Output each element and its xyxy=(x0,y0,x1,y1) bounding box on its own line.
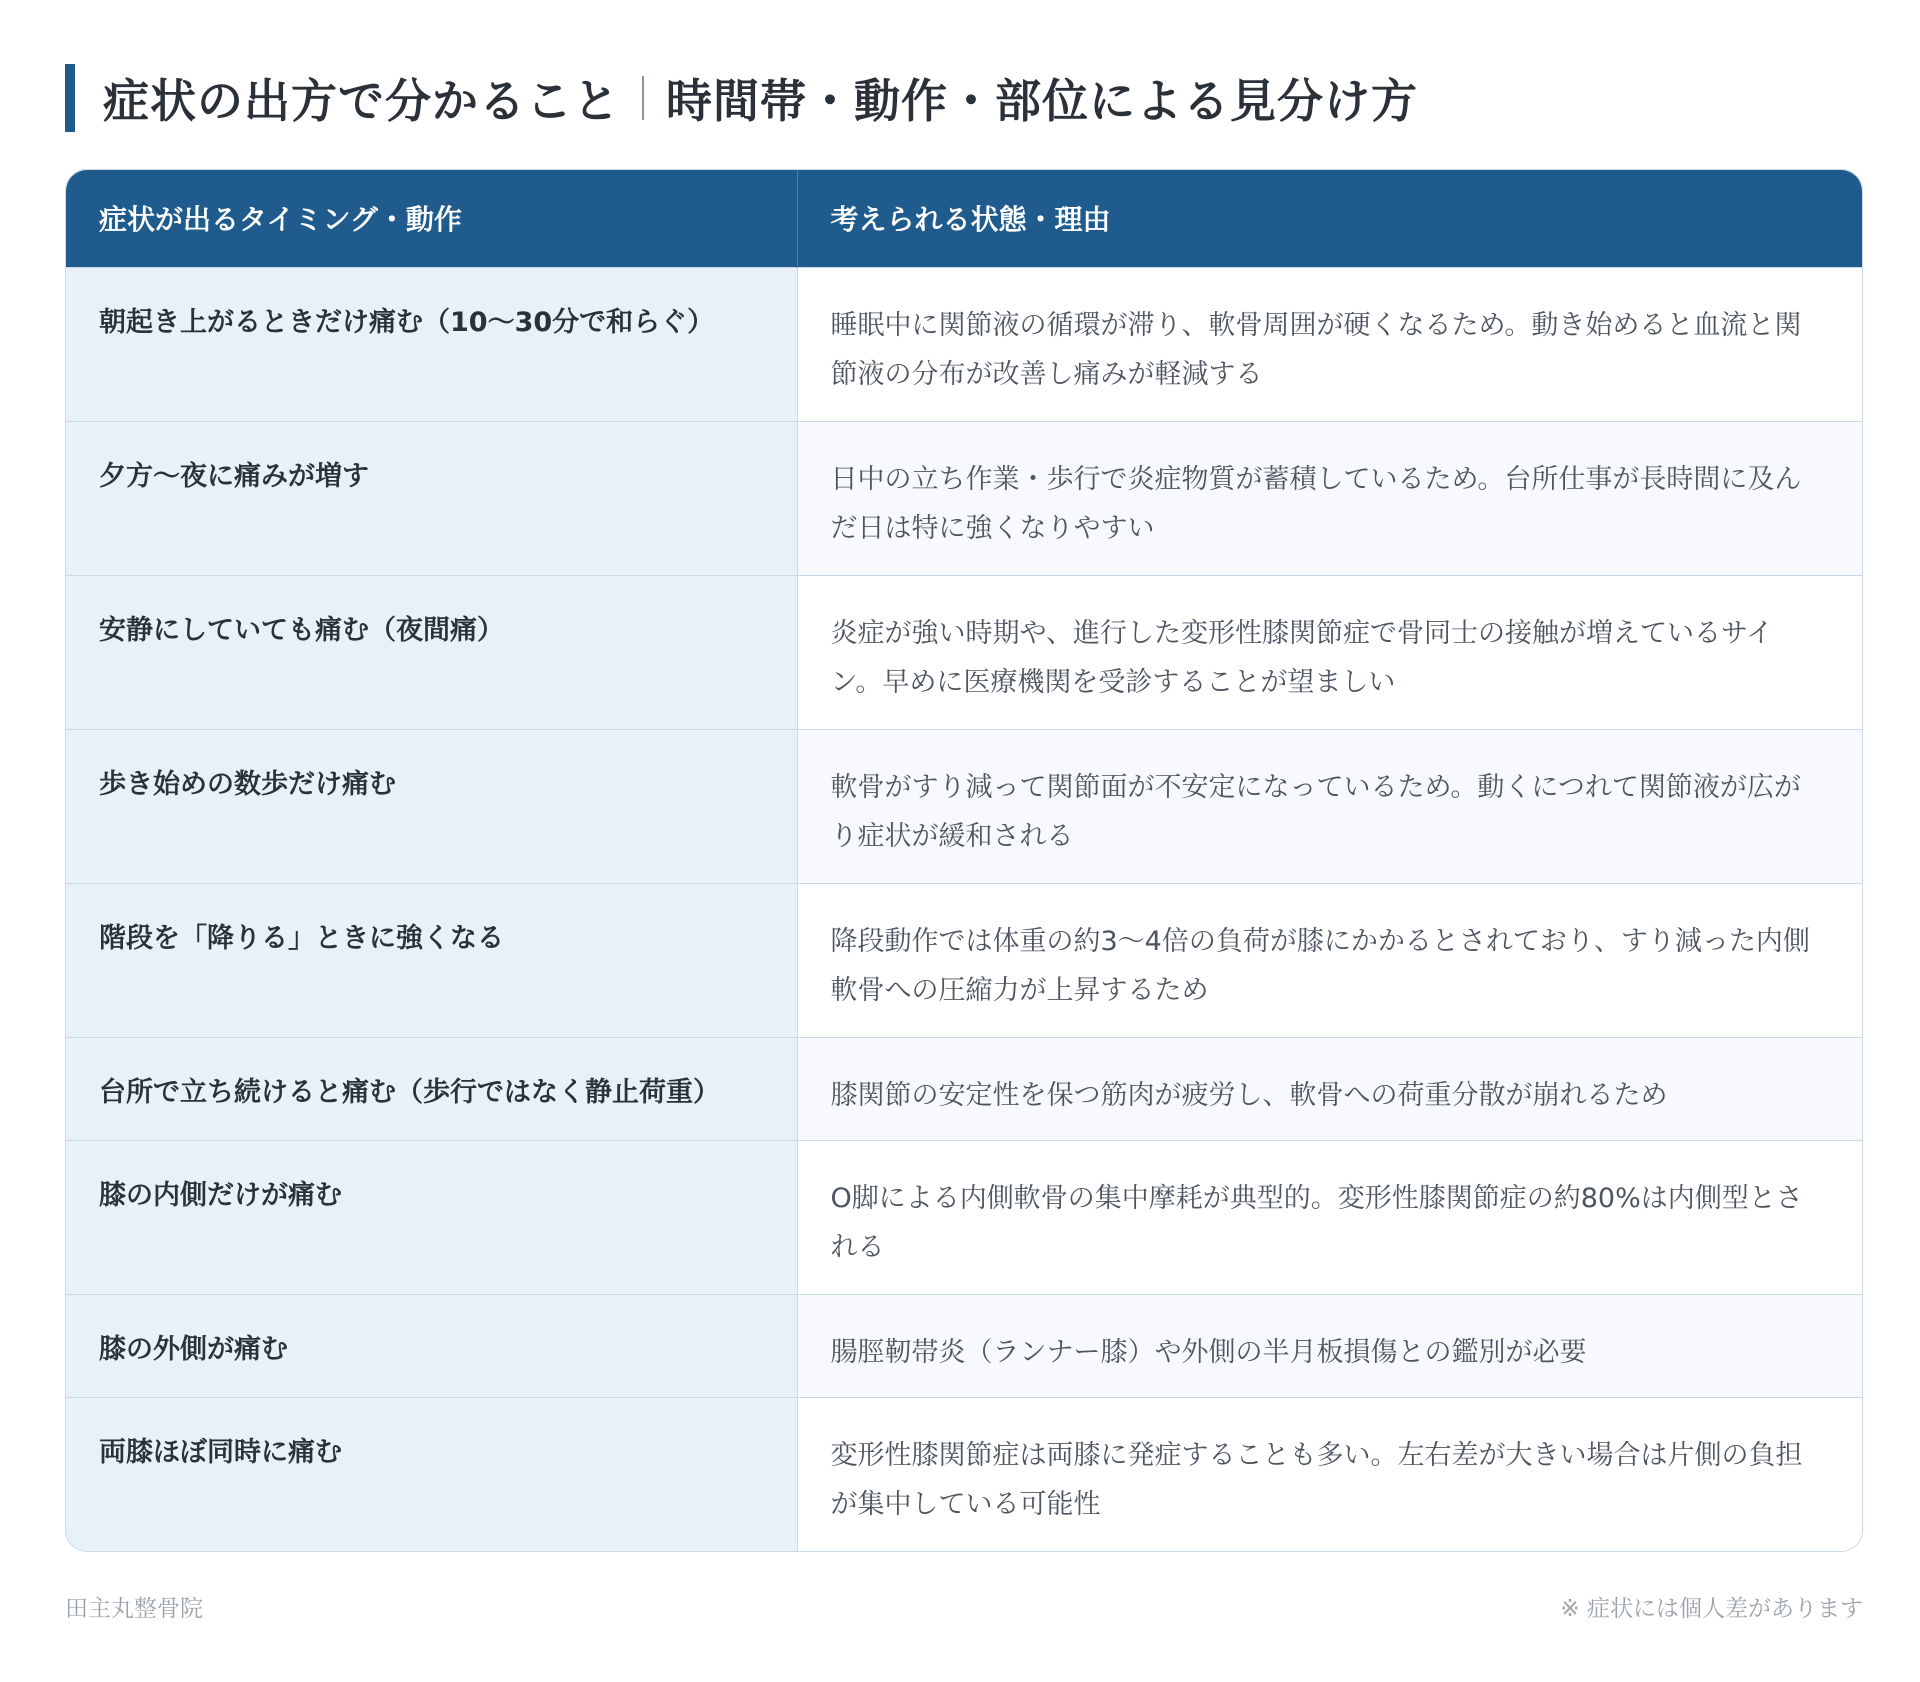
reason-cell: 軟骨がすり減って関節面が不安定になっているため。動くにつれて関節液が広がり症状が緩和される xyxy=(797,729,1862,883)
reason-cell: 変形性膝関節症は両膝に発症することも多い。左右差が大きい場合は片側の負担が集中している可能性 xyxy=(797,1397,1862,1551)
source-credit: 田主丸整骨院 xyxy=(65,1596,203,1622)
table-row xyxy=(66,729,1862,883)
table-row xyxy=(66,1397,1862,1551)
reason-cell: 降段動作では体重の約3〜4倍の負荷が膝にかかるとされており、すり減った内側軟骨への圧縮力が上昇するため xyxy=(797,883,1862,1037)
disclaimer-note: ※ 症状には個人差があります xyxy=(1560,1596,1863,1622)
page-title xyxy=(103,65,1418,131)
table-header-row xyxy=(66,170,1862,267)
reason-cell: 日中の立ち作業・歩行で炎症物質が蓄積しているため。台所仕事が長時間に及んだ日は特に強くなりやすい xyxy=(797,421,1862,575)
table-row xyxy=(66,267,1862,421)
table-row xyxy=(66,575,1862,729)
table-row xyxy=(66,1140,1862,1294)
page-title-main: 症状の出方で分かること xyxy=(103,74,620,128)
symptom-cell: 台所で立ち続けると痛む（歩行ではなく静止荷重） xyxy=(66,1037,797,1140)
symptom-cell: 夕方〜夜に痛みが増す xyxy=(66,421,797,575)
symptom-cell: 朝起き上がるときだけ痛む（10〜30分で和らぐ） xyxy=(66,267,797,421)
page-header xyxy=(65,64,1418,132)
reason-cell: 膝関節の安定性を保つ筋肉が疲労し、軟骨への荷重分散が崩れるため xyxy=(797,1037,1862,1140)
symptom-cell: 安静にしていても痛む（夜間痛） xyxy=(66,575,797,729)
symptom-cell: 歩き始めの数歩だけ痛む xyxy=(66,729,797,883)
column-header-reason: 考えられる状態・理由 xyxy=(797,170,1862,267)
symptom-cell: 階段を「降りる」ときに強くなる xyxy=(66,883,797,1037)
reason-cell: 腸脛靭帯炎（ランナー膝）や外側の半月板損傷との鑑別が必要 xyxy=(797,1294,1862,1397)
symptom-cell: 両膝ほぼ同時に痛む xyxy=(66,1397,797,1551)
symptom-cell: 膝の外側が痛む xyxy=(66,1294,797,1397)
reason-cell: O脚による内側軟骨の集中摩耗が典型的。変形性膝関節症の約80%は内側型とされる xyxy=(797,1140,1862,1294)
column-header-symptom: 症状が出るタイミング・動作 xyxy=(66,170,797,267)
reason-cell: 睡眠中に関節液の循環が滞り、軟骨周囲が硬くなるため。動き始めると血流と関節液の分布が改善し痛みが軽減する xyxy=(797,267,1862,421)
symptom-cell: 膝の内側だけが痛む xyxy=(66,1140,797,1294)
title-accent-bar xyxy=(65,64,75,132)
reason-cell: 炎症が強い時期や、進行した変形性膝関節症で骨同士の接触が増えているサイン。早めに医療機関を受診することが望ましい xyxy=(797,575,1862,729)
title-separator xyxy=(642,76,644,120)
page-title-sub: 時間帯・動作・部位による見分け方 xyxy=(666,74,1418,128)
table-row xyxy=(66,1294,1862,1397)
symptom-table xyxy=(65,169,1863,1552)
table-row xyxy=(66,421,1862,575)
table-row xyxy=(66,1037,1862,1140)
table-row xyxy=(66,883,1862,1037)
